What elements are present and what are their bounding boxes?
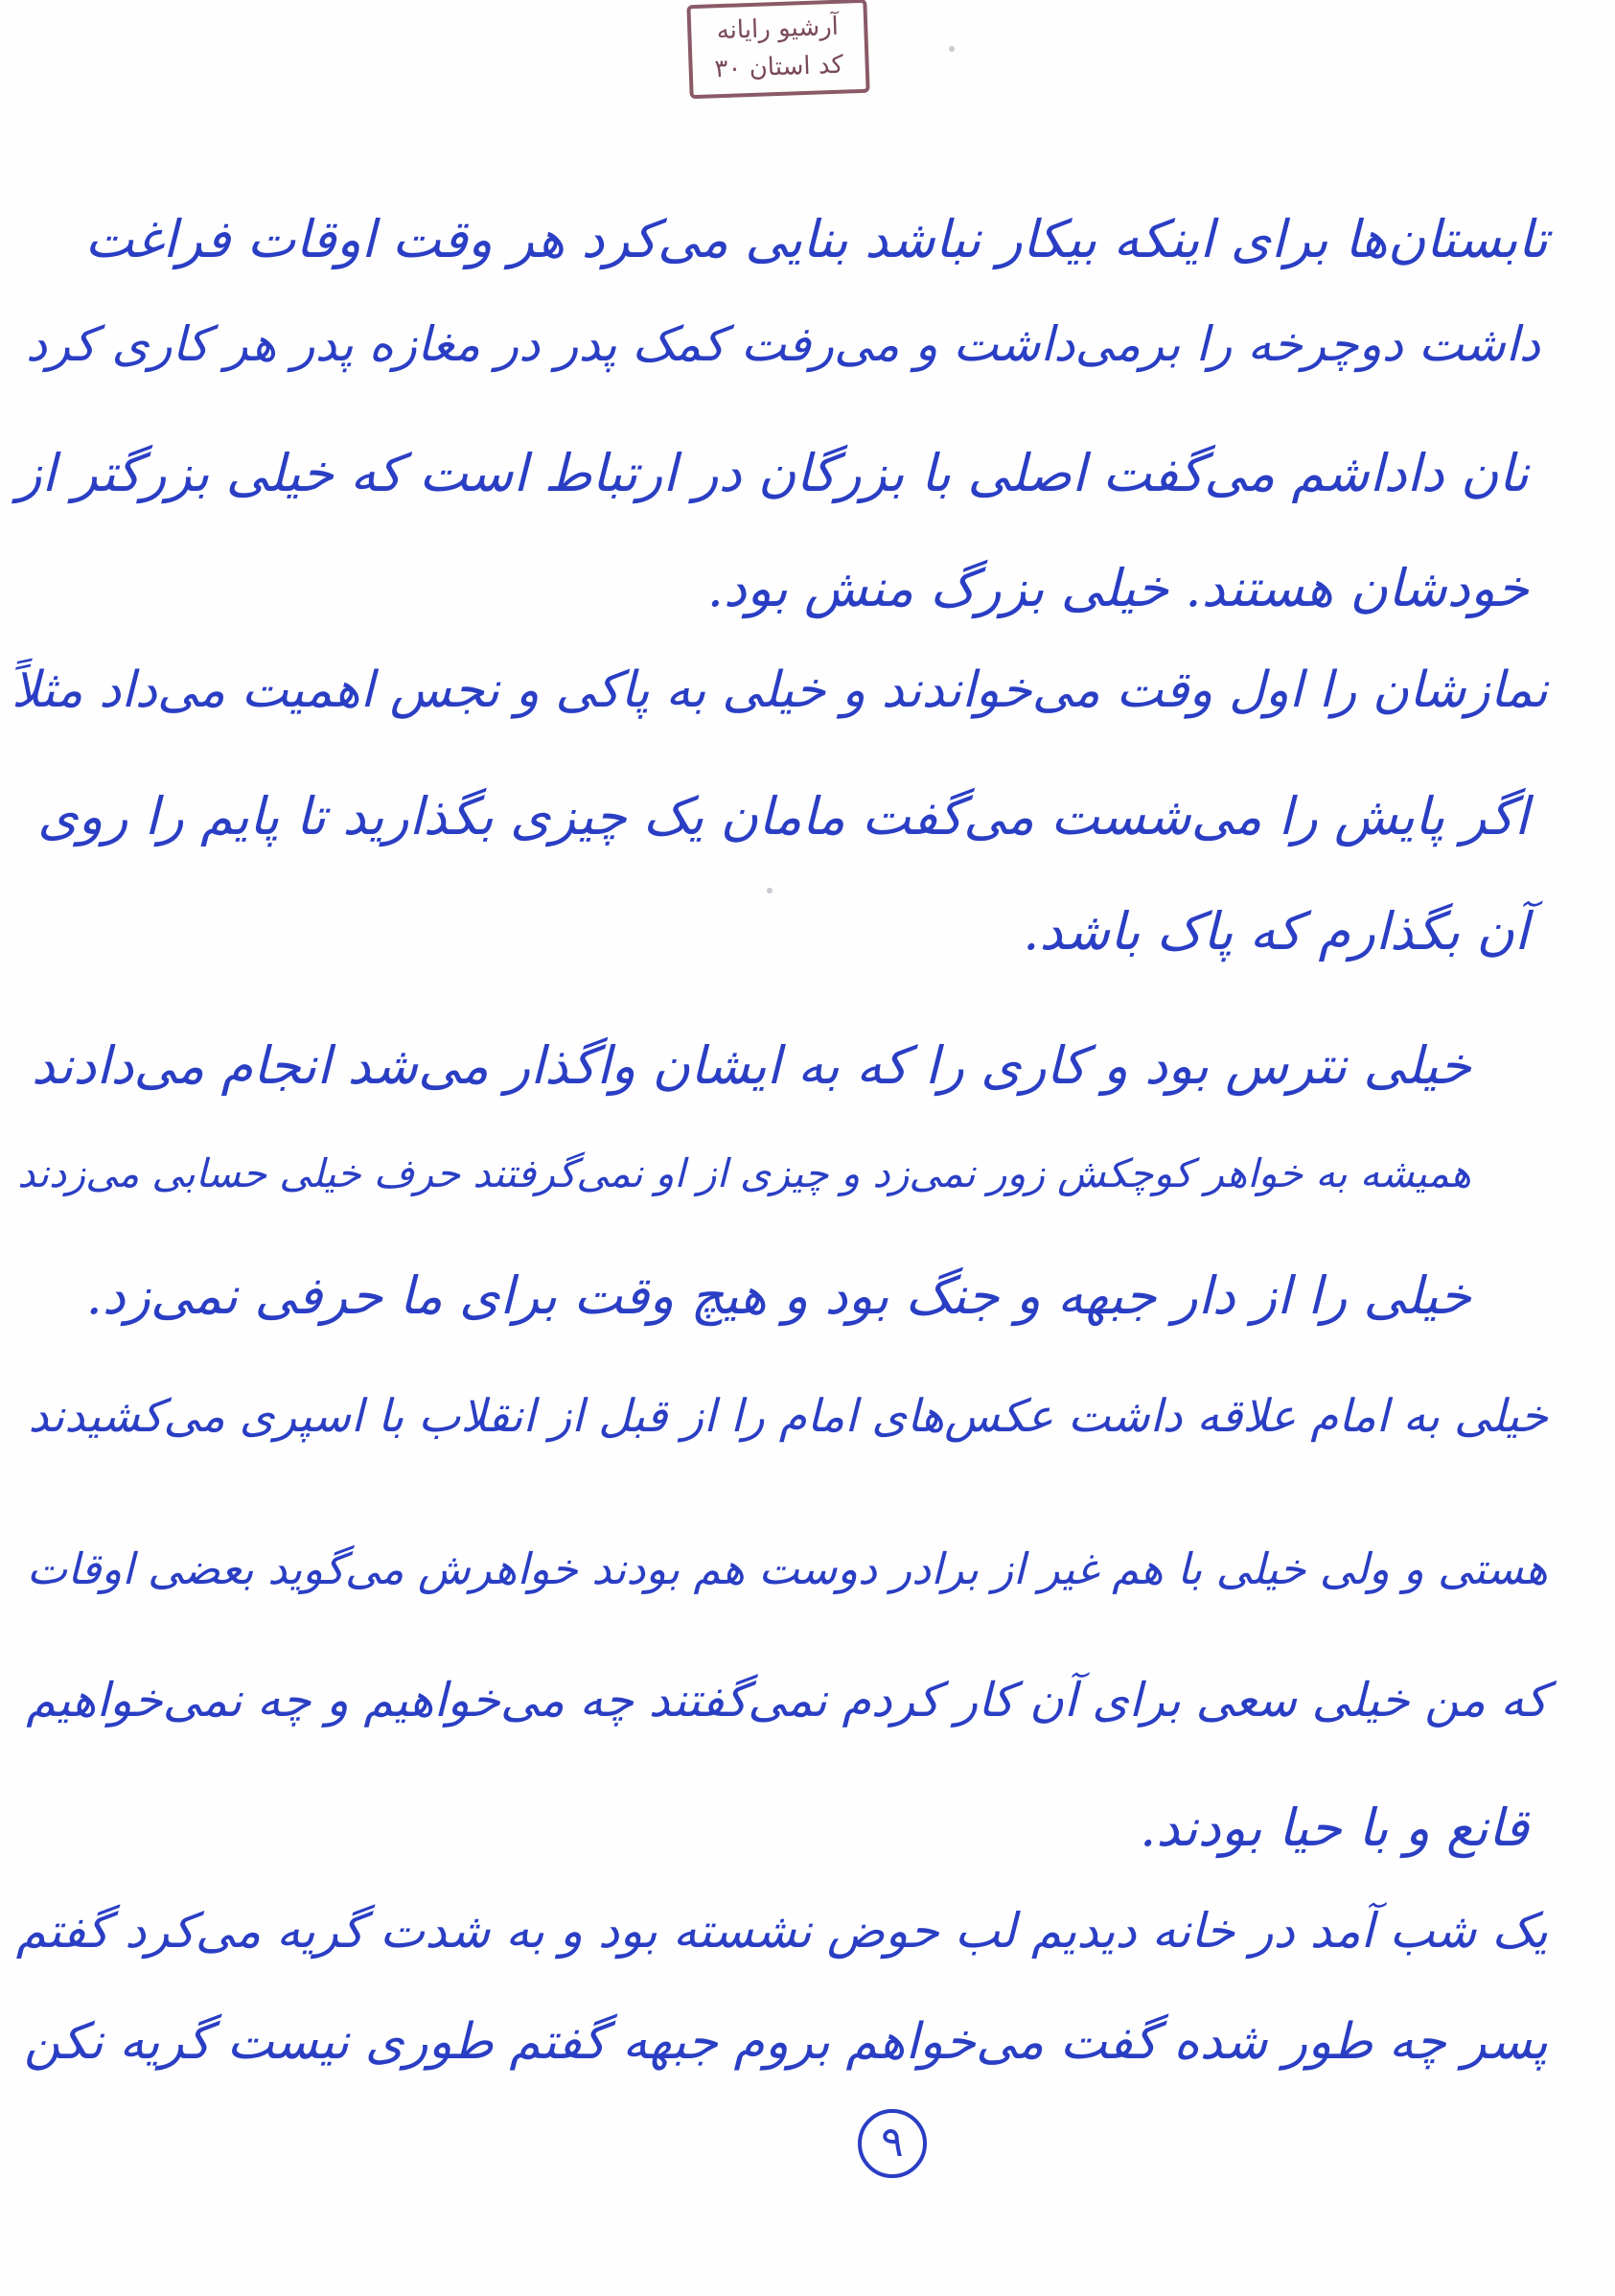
text-line-8: خیلی نترس بود و کاری را که به ایشان واگذار می‌شد انجام می‌دادند bbox=[31, 1035, 1471, 1096]
text-line-9: همیشه به خواهر کوچکش زور نمی‌زد و چیزی از او نمی‌گرفتند حرف خیلی حسابی می‌زدند bbox=[17, 1150, 1471, 1196]
ink-speck bbox=[949, 46, 955, 52]
text-line-7: آن بگذارم که پاک باشد. bbox=[1023, 901, 1529, 962]
stamp-line-1: آرشیو رایانه bbox=[716, 12, 840, 46]
text-line-10: خیلی را از دار جبهه و جنگ بود و هیچ وقت برای ما حرفی نمی‌زد. bbox=[85, 1265, 1471, 1326]
text-line-15: یک شب آمد در خانه دیدیم لب حوض نشسته بود و به شدت گریه می‌کرد گفتم bbox=[15, 1903, 1548, 1959]
text-line-2: داشت دوچرخه را برمی‌داشت و می‌رفت کمک پدر در مغازه پدر هر کاری کرد bbox=[25, 316, 1540, 372]
page-number: ۹ bbox=[858, 2109, 927, 2178]
archive-stamp bbox=[686, 0, 869, 99]
ink-speck bbox=[767, 888, 773, 893]
text-line-1: تابستان‌ها برای اینکه بیکار نباشد بنایی می‌کرد هر وقت اوقات فراغت bbox=[84, 209, 1548, 269]
text-line-5: نمازشان را اول وقت می‌خواندند و خیلی به پاکی و نجس اهمیت می‌داد مثلاً bbox=[11, 661, 1548, 719]
text-line-3: نان داداشم می‌گفت اصلی با بزرگان در ارتباط است که خیلی بزرگتر از bbox=[16, 443, 1529, 503]
stamp-line-2: کد استان ۳۰ bbox=[713, 50, 844, 84]
text-line-14: قانع و با حیا بودند. bbox=[1140, 1797, 1529, 1858]
text-line-13: که من خیلی سعی برای آن کار کردم نمی‌گفتند چه می‌خواهیم و چه نمی‌خواهیم bbox=[26, 1673, 1548, 1728]
text-line-6: اگر پایش را می‌شست می‌گفت مامان یک چیزی بگذارید تا پایم را روی bbox=[37, 786, 1529, 847]
text-line-4: خودشان هستند. خیلی بزرگ منش بود. bbox=[706, 558, 1529, 618]
text-line-16: پسر چه طور شده گفت می‌خواهم بروم جبهه گفتم طوری نیست گریه نکن bbox=[24, 2013, 1548, 2071]
text-line-12: هستی و ولی خیلی با هم غیر از برادر دوست هم بودند خواهرش می‌گوید بعضی اوقات bbox=[26, 1543, 1548, 1594]
text-line-11: خیلی به امام علاقه داشت عکس‌های امام را از قبل از انقلاب با اسپری می‌کشیدند bbox=[28, 1390, 1548, 1443]
